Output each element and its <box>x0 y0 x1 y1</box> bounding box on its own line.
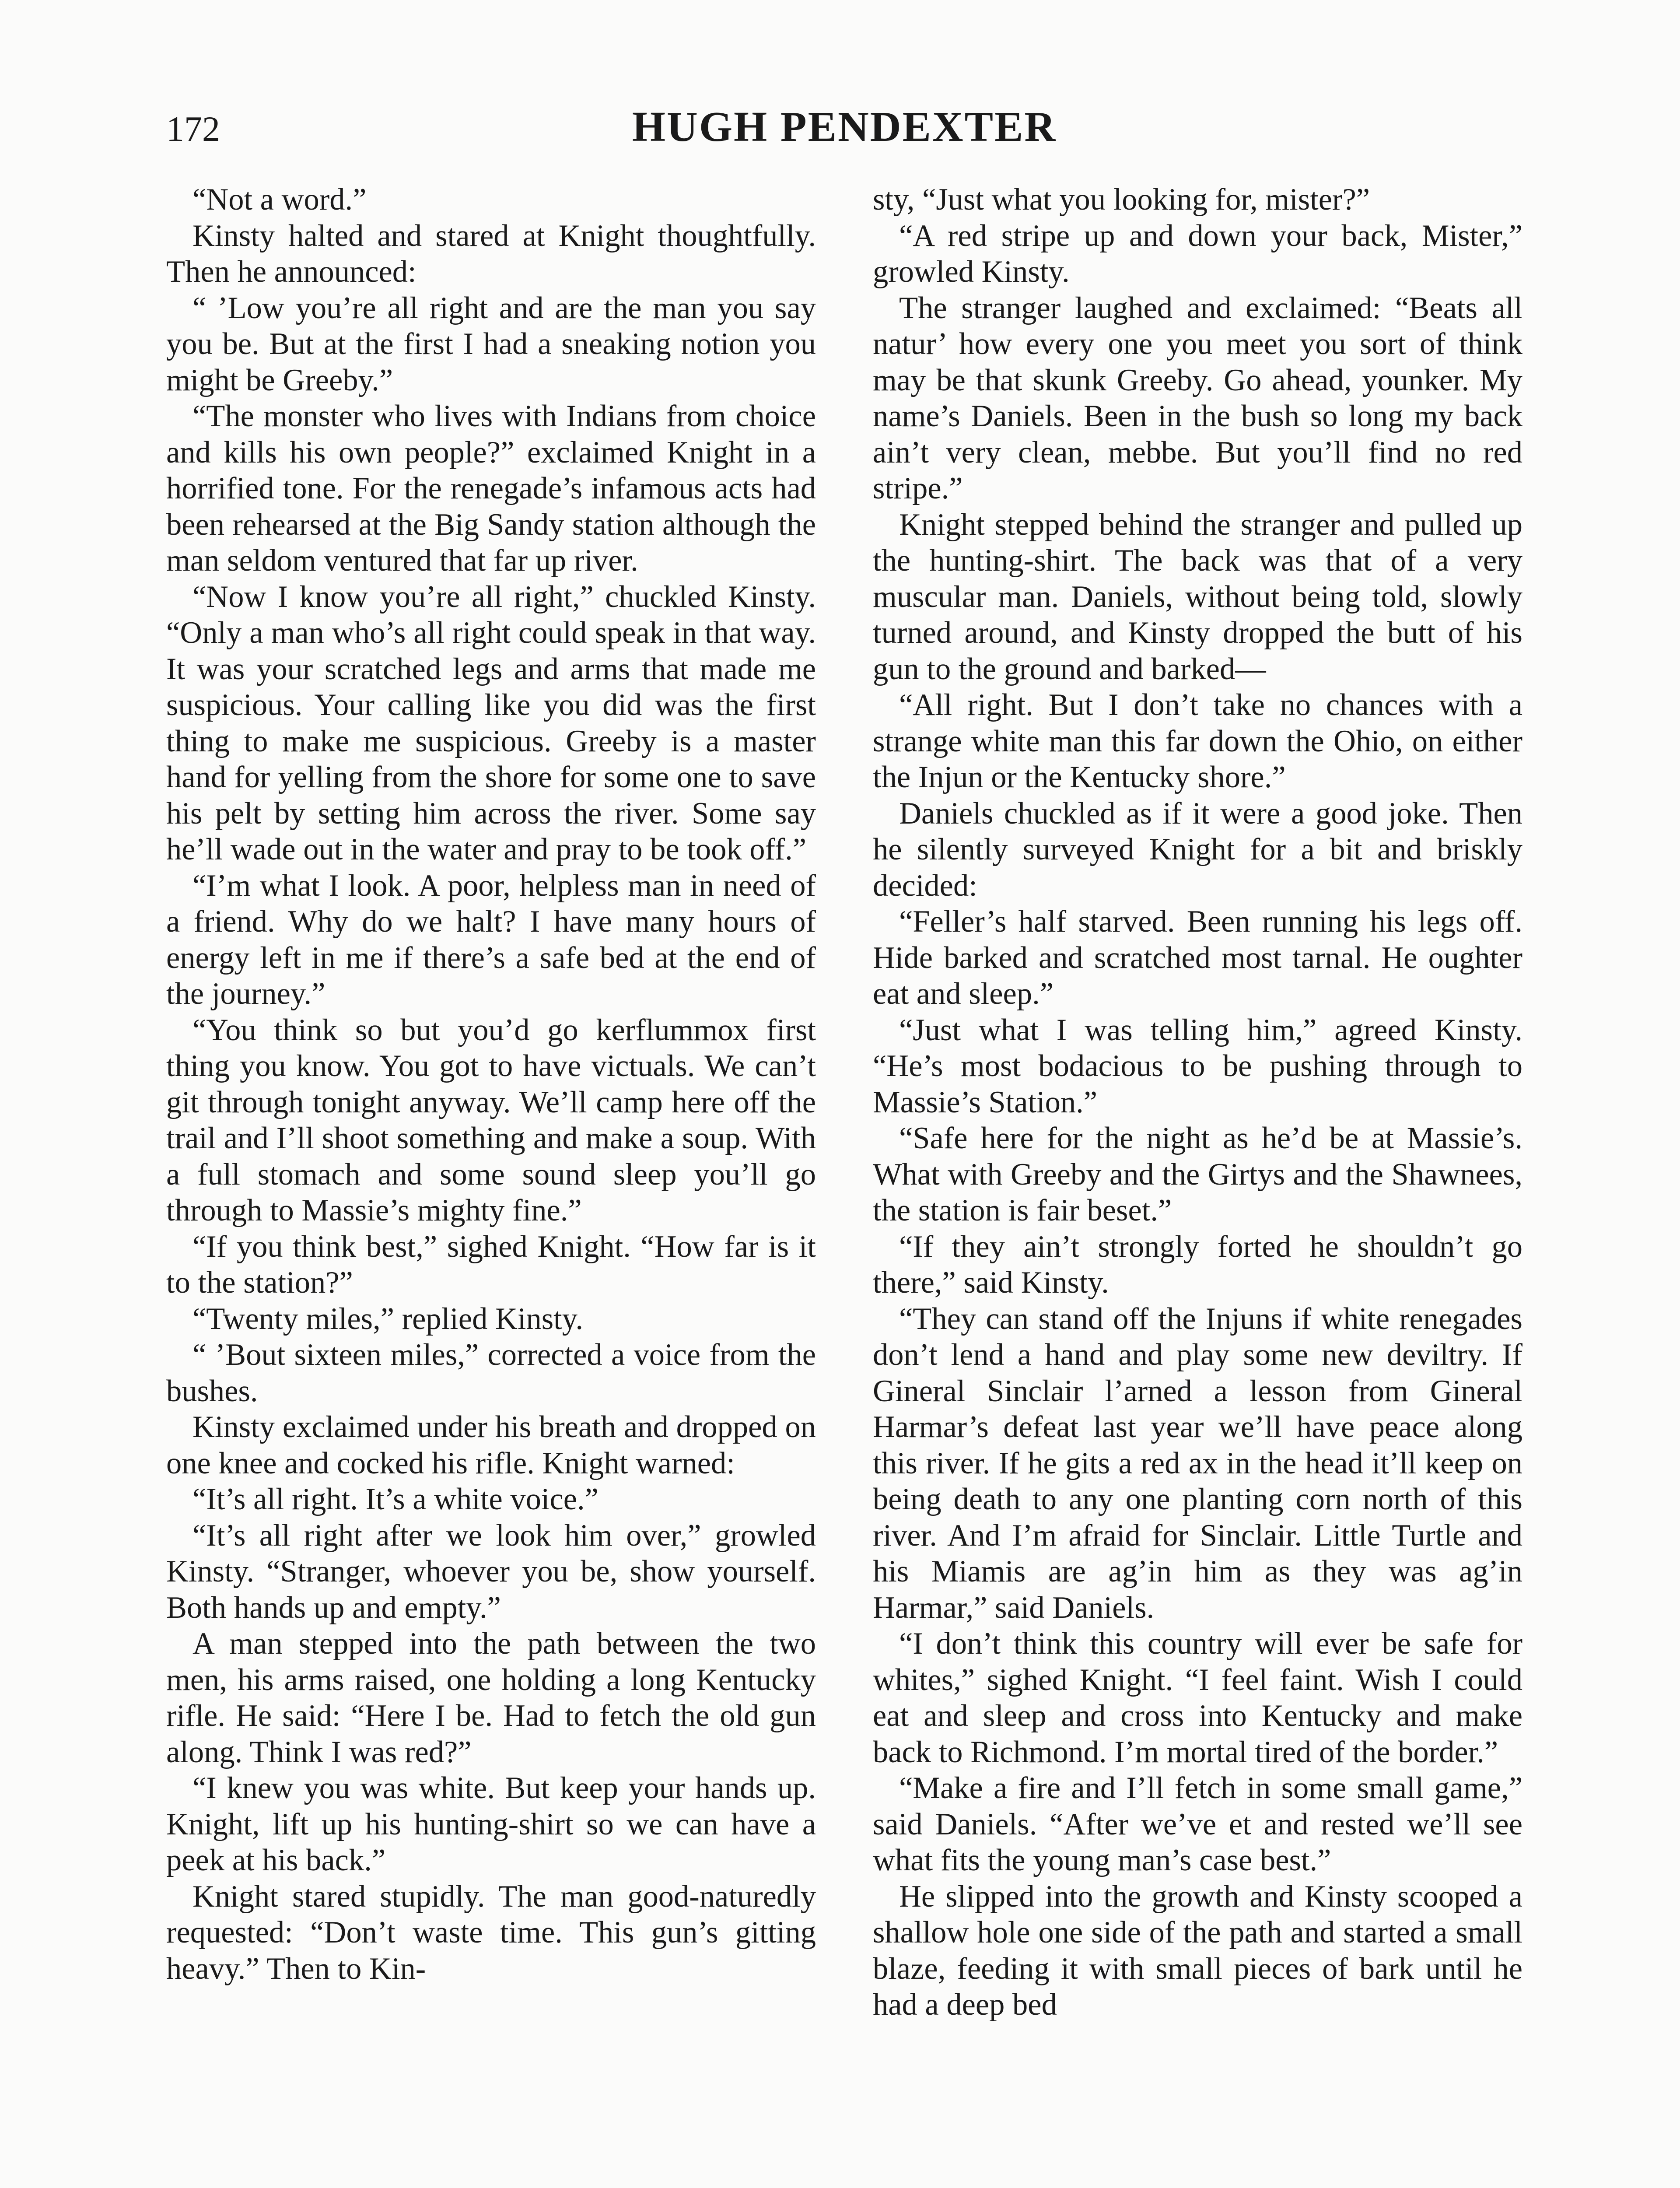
paragraph: “It’s all right. It’s a white voice.” <box>192 1482 598 1516</box>
right-column <box>873 182 1522 2188</box>
paragraph: “ ’Bout sixteen miles,” corrected a voice from the bushes. <box>166 1338 816 1408</box>
paragraph: Knight stepped behind the stranger and pulled up the hunting-shirt. The back was that of a very muscular man. Daniels, without being told, slowly turned around, and Kinsty dropped the butt of his gun to the ground and barked— <box>873 507 1522 686</box>
paragraph: “I knew you was white. But keep your hands up. Knight, lift up his hunting-shirt so we can have a peek at his back.” <box>166 1771 816 1877</box>
paragraph: “The monster who lives with Indians from choice and kills his own people?” exclaimed Knight in a horrified tone. For the renegade’s infamous acts had been rehearsed at the Big Sandy station although the man seldom ventured that far up river. <box>166 399 816 578</box>
paragraph: “Just what I was telling him,” agreed Kinsty. “He’s most bodacious to be pushing through to Massie’s Station.” <box>873 1013 1522 1119</box>
paragraph: “If they ain’t strongly forted he shouldn’t go there,” said Kinsty. <box>873 1229 1522 1300</box>
paragraph: Daniels chuckled as if it were a good joke. Then he silently surveyed Knight for a bit and briskly decided: <box>873 796 1522 903</box>
paragraph: Kinsty exclaimed under his breath and dropped on one knee and cocked his rifle. Knight warned: <box>166 1410 816 1480</box>
paragraph: “Now I know you’re all right,” chuckled Kinsty. “Only a man who’s all right could speak in that way. It was your scratched legs and arms that made me suspicious. Your calling like you did was the first thing to make me suspicious. Greeby is a master hand for yelling from the shore for some one to save his pelt by setting him across the river. Some say he’ll wade out in the water and pray to be took off.” <box>166 579 816 866</box>
paragraph: Knight stared stupidly. The man good-naturedly requested: “Don’t waste time. This gun’s gitting heavy.” Then to Kin- <box>166 1879 816 1986</box>
paragraph: “I’m what I look. A poor, helpless man in need of a friend. Why do we halt? I have many hours of energy left in me if there’s a safe bed at the end of the journey.” <box>166 868 816 1011</box>
paragraph: “Not a word.” <box>192 182 367 217</box>
page-header <box>166 101 1522 162</box>
paragraph: “They can stand off the Injuns if white renegades don’t lend a hand and play some new deviltry. If Gineral Sinclair l’arned a lesson from Gineral Harmar’s defeat last year we’ll have peace along this river. If he gits a red ax in the head it’ll keep on being death to any one planting corn north of this river. And I’m afraid for Sinclair. Little Turtle and his Miamis are ag’in him as they was ag’in Harmar,” said Daniels. <box>873 1301 1522 1625</box>
paragraph: “It’s all right after we look him over,” growled Kinsty. “Stranger, whoever you be, show yourself. Both hands up and empty.” <box>166 1518 816 1625</box>
paragraph: Kinsty halted and stared at Knight thoughtfully. Then he announced: <box>166 218 816 289</box>
paragraph: “A red stripe up and down your back, Mister,” growled Kinsty. <box>873 218 1522 289</box>
paragraph: “I don’t think this country will ever be safe for whites,” sighed Knight. “I feel faint. Wish I could eat and sleep and cross into Kentucky and make back to Richmond. I’m mortal tired of the border.” <box>873 1627 1522 1769</box>
paragraph: “All right. But I don’t take no chances with a strange white man this far down the Ohio, on either the Injun or the Kentucky shore.” <box>873 688 1522 794</box>
paragraph: “ ’Low you’re all right and are the man you say you be. But at the first I had a sneaking notion you might be Greeby.” <box>166 291 816 397</box>
paragraph: “Twenty miles,” replied Kinsty. <box>192 1301 584 1336</box>
paragraph: He slipped into the growth and Kinsty scooped a shallow hole one side of the path and started a small blaze, feeding it with small pieces of bark until he had a deep bed <box>873 1879 1522 2022</box>
left-column <box>166 182 816 2188</box>
page-number: 172 <box>166 109 220 149</box>
paragraph: “Feller’s half starved. Been running his legs off. Hide barked and scratched most tarnal. He oughter eat and sleep.” <box>873 905 1522 1011</box>
paragraph: The stranger laughed and exclaimed: “Beats all natur’ how every one you meet you sort of think may be that skunk Greeby. Go ahead, younker. My name’s Daniels. Been in the bush so long my back ain’t very clean, mebbe. But you’ll find no red stripe.” <box>873 291 1522 505</box>
paragraph: sty, “Just what you looking for, mister?” <box>873 182 1370 217</box>
paragraph: “Safe here for the night as he’d be at Massie’s. What with Greeby and the Girtys and the Shawnees, the station is fair beset.” <box>873 1121 1522 1227</box>
text-columns <box>166 182 1522 2188</box>
paragraph: “If you think best,” sighed Knight. “How far is it to the station?” <box>166 1229 816 1300</box>
paragraph: A man stepped into the path between the two men, his arms raised, one holding a long Kentucky rifle. He said: “Here I be. Had to fetch the old gun along. Think I was red?” <box>166 1627 816 1769</box>
paragraph: “You think so but you’d go kerflummox first thing you know. You got to have victuals. We can’t git through tonight anyway. We’ll camp here off the trail and I’ll shoot something and make a soup. With a full stomach and some sound sleep you’ll go through to Massie’s mighty fine.” <box>166 1013 816 1227</box>
paragraph: “Make a fire and I’ll fetch in some small game,” said Daniels. “After we’ve et and rested we’ll see what fits the young man’s case best.” <box>873 1771 1522 1877</box>
running-title: HUGH PENDEXTER <box>632 103 1057 151</box>
